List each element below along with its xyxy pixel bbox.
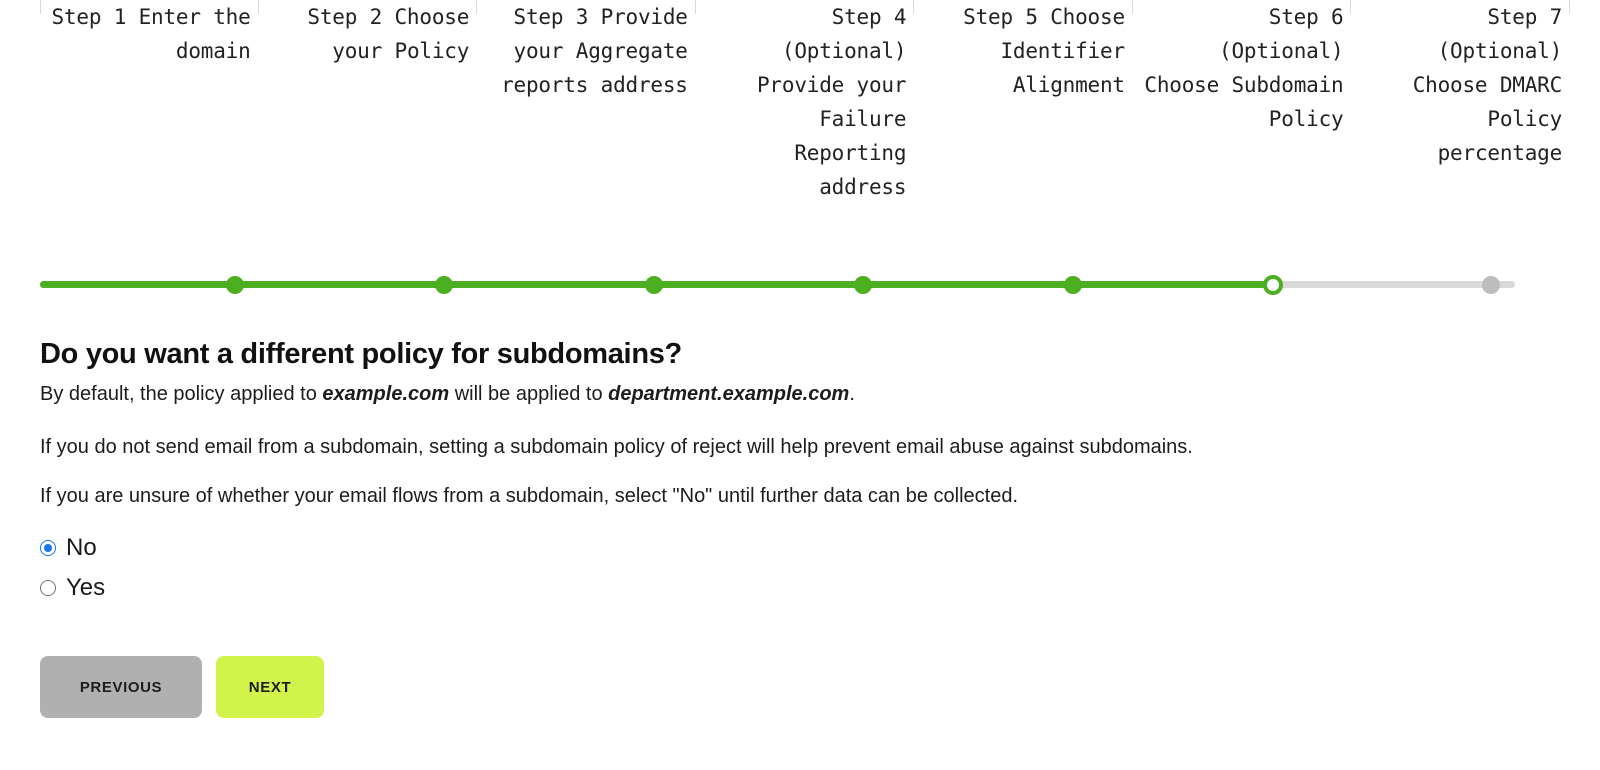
paragraph1-suffix: . (849, 383, 855, 405)
wizard-stepper (0, 0, 1600, 300)
step-label-text: Step 3 Provide your Aggregate reports address (501, 5, 688, 97)
next-button[interactable]: NEXT (216, 656, 324, 718)
radio-yes-input[interactable] (40, 580, 56, 596)
previous-button[interactable]: PREVIOUS (40, 656, 202, 718)
radio-option-yes[interactable] (40, 572, 1540, 604)
step-dot-6-current[interactable] (1263, 275, 1283, 295)
step-label-text: Step 2 Choose your Policy (307, 5, 470, 63)
step-label-text: Step 5 Choose Identifier Alignment (963, 5, 1125, 97)
step-dot-1[interactable] (226, 276, 244, 294)
radio-no-input[interactable] (40, 540, 56, 556)
page-title: Do you want a different policy for subdomains? (40, 338, 682, 370)
paragraph1-middle: will be applied to (449, 383, 609, 405)
step-label-7 (1351, 0, 1570, 204)
default-policy-description (40, 381, 1540, 408)
step-dot-5[interactable] (1064, 276, 1082, 294)
step-label-text: Step 4 (Optional) Provide your Failure Reporting address (756, 5, 907, 199)
domain-primary: example.com (322, 383, 450, 405)
radio-yes-label[interactable]: Yes (66, 574, 106, 601)
domain-subdomain: department.example.com (608, 383, 850, 405)
step-label-row (40, 0, 1570, 204)
step-tick-icon (40, 0, 41, 14)
wizard-nav-buttons (40, 656, 324, 718)
step-label-text: Step 7 (Optional) Choose DMARC Policy percentage (1412, 5, 1563, 165)
step-tick-icon (1569, 0, 1570, 14)
step-label-4 (696, 0, 915, 204)
unsure-advice: If you are unsure of whether your email flows from a subdomain, select "No" until further data can be collected. (40, 485, 1019, 507)
radio-option-no[interactable] (40, 532, 1540, 564)
step-dot-4[interactable] (854, 276, 872, 294)
step-dot-2[interactable] (435, 276, 453, 294)
step-dot-3[interactable] (645, 276, 663, 294)
subdomain-reject-advice: If you do not send email from a subdomain, setting a subdomain policy of reject will help prevent email abuse against subdomains. (40, 436, 1193, 458)
step-dot-7[interactable] (1482, 276, 1500, 294)
step-label-6 (1133, 0, 1352, 204)
step-label-5 (914, 0, 1133, 204)
progress-bar[interactable] (40, 270, 1515, 300)
step-label-2 (259, 0, 478, 204)
step-label-1 (40, 0, 259, 204)
step-content (40, 338, 1540, 612)
step-label-text: Step 6 (Optional) Choose Subdomain Policy (1144, 5, 1344, 131)
paragraph1-prefix: By default, the policy applied to (40, 383, 323, 405)
step-label-3 (477, 0, 696, 204)
radio-no-label[interactable]: No (66, 534, 97, 561)
step-label-text: Step 1 Enter the domain (51, 5, 251, 63)
